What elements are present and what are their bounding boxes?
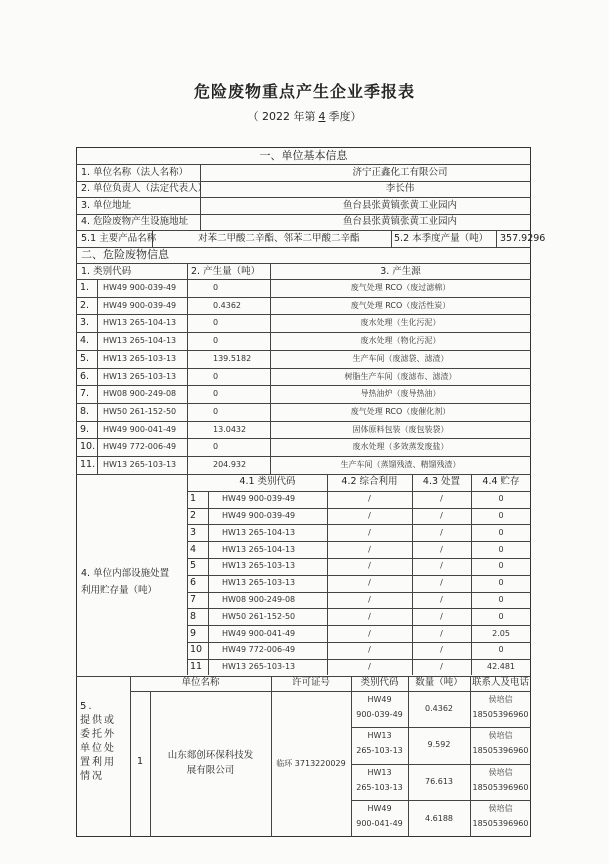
section5-col-code: 类别代码 — [360, 677, 399, 688]
section5-row-rule — [351, 800, 531, 801]
section5-unit-divider — [271, 676, 272, 838]
waste-row-no: 7. — [80, 388, 90, 400]
section1-value-4: 鱼台县张黄镇张黄工业园内 — [342, 216, 457, 227]
storage-row-no: 1 — [190, 493, 197, 505]
section4-col-code: 4.1 类别代码 — [239, 476, 296, 488]
waste-row-amount: 0 — [213, 406, 219, 416]
storage-row-code: HW49 900-041-49 — [222, 628, 296, 638]
storage-row-code: HW13 265-103-13 — [222, 662, 296, 672]
transfer-row-name: 侯培信 — [488, 731, 513, 741]
section4-row-rule — [187, 592, 531, 593]
section1-label-divider — [200, 164, 201, 230]
waste-row-code: HW13 265-103-13 — [103, 353, 177, 363]
waste-row-source: 生产车间（废滤袋、滤渣） — [352, 353, 449, 363]
section1-label-1: 1. 单位名称（法人名称） — [81, 166, 189, 178]
waste-row-code: HW13 265-104-13 — [103, 336, 177, 346]
storage-row-use: / — [368, 611, 371, 621]
storage-row-dispose: / — [440, 494, 443, 504]
waste-row-source: 废气处理 RCO（废活性炭） — [350, 300, 451, 310]
waste-row-code: HW13 265-103-13 — [103, 460, 177, 469]
storage-row-store: 42.481 — [487, 662, 515, 672]
storage-row-store: 0 — [498, 595, 504, 604]
transfer-row-code2: 900-041-49 — [356, 819, 403, 829]
section4-colhead-rule — [187, 491, 531, 492]
transfer-row-qty: 9.592 — [427, 740, 451, 750]
section5-col-license: 许可证号 — [291, 677, 330, 688]
storage-row-code: HW13 265-104-13 — [222, 527, 296, 537]
waste-row-source: 废气处理 RCO（废过滤棉） — [350, 283, 451, 292]
storage-row-use: / — [368, 645, 371, 655]
waste-row-amount: 139.5182 — [213, 353, 252, 363]
section4-row-rule — [187, 608, 531, 609]
waste-row-no: 1. — [80, 282, 90, 293]
waste-row-code: HW50 261-152-50 — [103, 406, 177, 416]
section4-row-rule — [187, 659, 531, 660]
section4-row-rule — [187, 541, 531, 542]
waste-row-code: HW49 900-039-49 — [103, 283, 177, 292]
section2-heading: 二、危险废物信息 — [81, 248, 169, 261]
section2-header-rule — [76, 263, 531, 264]
transfer-row-code2: 265-103-13 — [356, 746, 403, 756]
section5-unit-line2: 展有限公司 — [186, 764, 235, 776]
waste-row-no: 4. — [80, 335, 90, 347]
waste-row-no: 10. — [80, 441, 96, 453]
storage-row-no: 3 — [190, 526, 197, 538]
section5-label-line-3: 委托外 — [80, 728, 116, 740]
waste-row-source: 废水处理（物化污泥） — [360, 336, 441, 346]
product-value-divider — [496, 230, 497, 247]
storage-row-no: 2 — [190, 510, 197, 521]
storage-row-no: 10 — [190, 644, 203, 656]
section1-row-rule — [76, 214, 531, 215]
waste-row-no: 9. — [80, 423, 90, 435]
section5-row-rule — [351, 727, 531, 728]
storage-row-dispose: / — [440, 527, 443, 537]
waste-row-code: HW08 900-249-08 — [103, 389, 177, 399]
transfer-row-code2: 265-103-13 — [356, 782, 403, 792]
storage-row-code: HW13 265-103-13 — [222, 561, 296, 571]
section2-row-rule — [76, 403, 531, 404]
storage-row-store: 0 — [498, 561, 504, 571]
waste-row-source: 固体原料包装（废包装袋） — [352, 424, 449, 434]
transfer-row-code1: HW49 — [367, 694, 392, 704]
product-qty-label: 5.2 本季度产量（吨） — [394, 232, 489, 244]
section2-row-rule — [76, 297, 531, 298]
waste-row-amount: 13.0432 — [213, 424, 247, 434]
waste-row-source: 导热油炉（废导热油） — [360, 389, 441, 399]
section2-row-rule — [76, 368, 531, 369]
section4-row-rule — [187, 524, 531, 525]
transfer-row-qty: 76.613 — [425, 777, 453, 787]
storage-row-use: / — [368, 595, 371, 604]
product-qty-value: 357.9296 — [500, 232, 546, 244]
section1-row-rule — [76, 197, 531, 198]
section1-label-2: 2. 单位负责人（法定代表人） — [81, 183, 208, 194]
section4-row-rule — [187, 642, 531, 643]
storage-row-code: HW49 900-039-49 — [222, 511, 296, 520]
storage-row-dispose: / — [440, 511, 443, 520]
period-quarter: 4 — [318, 110, 326, 123]
section1-label-3: 3. 单位地址 — [81, 199, 132, 211]
waste-row-amount: 0 — [213, 318, 219, 328]
storage-row-dispose: / — [440, 578, 443, 588]
storage-row-store: 0 — [498, 527, 504, 537]
section2-col-code: 1. 类别代码 — [81, 265, 132, 277]
product-value: 对苯二甲酸二辛酯、邻苯二甲酸二辛酯 — [198, 232, 360, 244]
waste-row-code: HW49 900-041-49 — [103, 424, 177, 434]
storage-row-use: / — [368, 578, 371, 588]
section1-row-rule — [76, 181, 531, 182]
transfer-row-code1: HW13 — [367, 731, 392, 741]
section5-label-line-2: 提供或 — [80, 714, 116, 726]
storage-row-code: HW13 265-103-13 — [222, 578, 296, 588]
section4-row-rule — [187, 575, 531, 576]
transfer-row-code2: 900-039-49 — [356, 709, 403, 719]
storage-row-store: 0 — [498, 544, 504, 554]
section4-label-line2: 利用贮存量（吨） — [81, 584, 158, 596]
waste-row-source: 废气处理 RCO（废催化剂） — [350, 406, 451, 416]
storage-row-store: 0 — [498, 511, 504, 520]
storage-row-code: HW49 900-039-49 — [222, 494, 296, 504]
storage-row-use: / — [368, 544, 371, 554]
storage-row-dispose: / — [440, 611, 443, 621]
section4-col-dispose: 4.3 处置 — [422, 476, 461, 488]
storage-row-code: HW13 265-104-13 — [222, 544, 296, 554]
period-suffix: 季度） — [328, 110, 362, 123]
section2-row-rule — [76, 474, 531, 475]
waste-row-no: 5. — [80, 352, 90, 364]
section5-label-line-6: 情况 — [80, 770, 104, 782]
section5-label-line-5: 置利用 — [80, 756, 116, 768]
storage-row-no: 7 — [190, 594, 197, 605]
storage-row-store: 0 — [498, 611, 504, 621]
storage-row-use: / — [368, 511, 371, 520]
section2-row-rule — [76, 332, 531, 333]
waste-row-source: 生产车间（蒸馏残渣、精馏残渣） — [340, 460, 461, 469]
waste-row-no: 2. — [80, 299, 90, 311]
storage-row-code: HW49 772-006-49 — [222, 645, 296, 655]
storage-row-dispose: / — [440, 645, 443, 655]
storage-row-dispose: / — [440, 561, 443, 571]
storage-row-use: / — [368, 527, 371, 537]
storage-row-dispose: / — [440, 544, 443, 554]
waste-row-code: HW13 265-103-13 — [103, 371, 177, 381]
section1-value-2: 李长伟 — [385, 183, 415, 194]
section1-row-rule — [76, 164, 531, 165]
storage-row-no: 6 — [190, 577, 197, 589]
product-qty-divider — [391, 230, 392, 247]
section2-row-rule — [76, 314, 531, 315]
waste-row-code: HW49 772-006-49 — [103, 442, 177, 452]
transfer-row-name: 侯培信 — [488, 694, 513, 704]
section5-no-divider — [150, 691, 151, 838]
section2-colhead-rule — [76, 279, 531, 280]
section4-row-rule — [187, 625, 531, 626]
period-prefix: （ 2022 年第 — [247, 110, 316, 123]
section4-row-rule — [187, 558, 531, 559]
storage-row-use: / — [368, 561, 371, 571]
waste-row-amount: 0.4362 — [213, 300, 241, 310]
transfer-row-qty: 4.6188 — [425, 813, 453, 823]
waste-row-amount: 0 — [213, 283, 219, 292]
waste-row-amount: 0 — [213, 371, 219, 381]
section2-row-rule — [76, 385, 531, 386]
section5-unit-line1: 山东郯创环保科技发 — [167, 749, 254, 761]
section4-label-line1: 4. 单位内部设施处置 — [81, 567, 170, 579]
storage-row-no: 11 — [190, 661, 203, 673]
section1-row-rule — [76, 230, 531, 231]
storage-row-dispose: / — [440, 628, 443, 638]
storage-row-no: 4 — [190, 543, 197, 555]
transfer-row-name: 侯培信 — [488, 767, 513, 777]
waste-row-amount: 0 — [213, 336, 219, 346]
waste-row-source: 废水处理（生化污泥） — [360, 318, 441, 328]
storage-row-store: 0 — [498, 578, 504, 588]
section5-col-contact: 联系人及电话 — [471, 677, 529, 688]
section5-col-unit: 单位名称 — [181, 677, 220, 688]
storage-row-no: 5 — [190, 560, 197, 572]
section1-value-3: 鱼台县张黄镇张黄工业园内 — [342, 199, 457, 211]
section2-row-rule — [76, 421, 531, 422]
waste-row-amount: 204.932 — [213, 460, 247, 469]
section2-no-divider — [97, 279, 98, 474]
section2-col-amount: 2. 产生量（吨） — [191, 265, 261, 277]
section5-label-line-4: 单位处 — [80, 742, 116, 754]
section2-row-rule — [76, 350, 531, 351]
section1-label-4: 4. 危险废物产生设施地址 — [81, 216, 189, 227]
section5-label-line-1: 5. — [80, 700, 94, 712]
section2-col-source: 3. 产生源 — [380, 265, 421, 277]
storage-row-use: / — [368, 662, 371, 672]
section2-row-rule — [76, 456, 531, 457]
section1-heading: 一、单位基本信息 — [259, 149, 348, 162]
transfer-row-phone: 18505396960 — [472, 819, 529, 829]
transfer-row-name: 侯培信 — [488, 804, 513, 814]
section4-no-divider — [208, 491, 209, 676]
section5-row-no: 1 — [136, 755, 144, 767]
waste-row-amount: 0 — [213, 442, 219, 452]
report-period — [0, 108, 609, 124]
storage-row-no: 8 — [190, 610, 197, 622]
section5-license: 临环 3713220029 — [276, 758, 346, 768]
transfer-row-code1: HW49 — [367, 804, 392, 814]
storage-row-use: / — [368, 628, 371, 638]
section5-row-rule — [351, 764, 531, 765]
storage-row-dispose: / — [440, 662, 443, 672]
waste-row-code: HW49 900-039-49 — [103, 300, 177, 310]
storage-row-store: 0 — [498, 645, 504, 655]
section4-row-rule — [187, 508, 531, 509]
section5-col-qty: 数量（吨） — [415, 677, 463, 688]
section1-value-1: 济宁正鑫化工有限公司 — [352, 166, 448, 178]
section2-row-rule — [76, 438, 531, 439]
waste-row-source: 废水处理（多效蒸发废盐） — [352, 442, 449, 452]
waste-row-amount: 0 — [213, 389, 219, 399]
storage-row-dispose: / — [440, 595, 443, 604]
section4-col-store: 4.4 贮存 — [482, 476, 520, 488]
storage-row-code: HW50 261-152-50 — [222, 611, 296, 621]
transfer-row-qty: 0.4362 — [425, 703, 453, 713]
waste-row-source: 树脂生产车间（废滤布、滤渣） — [344, 371, 457, 381]
storage-row-no: 9 — [190, 627, 197, 639]
waste-row-no: 3. — [80, 317, 90, 329]
transfer-row-code1: HW13 — [367, 767, 392, 777]
storage-row-store: 2.05 — [492, 628, 510, 638]
waste-row-no: 8. — [80, 405, 90, 417]
transfer-row-phone: 18505396960 — [472, 709, 529, 719]
waste-row-no: 6. — [80, 370, 90, 382]
waste-row-no: 11. — [80, 459, 96, 470]
product-label: 5.1 主要产品名称 — [81, 232, 157, 244]
section4-col-use: 4.2 综合利用 — [341, 476, 398, 488]
transfer-row-phone: 18505396960 — [472, 746, 529, 756]
storage-row-use: / — [368, 494, 371, 504]
section5-colhead-rule — [130, 691, 531, 692]
storage-row-store: 0 — [498, 494, 504, 504]
report-title: 危险废物重点产生企业季报表 — [193, 82, 415, 101]
storage-row-code: HW08 900-249-08 — [222, 595, 296, 604]
transfer-row-phone: 18505396960 — [472, 782, 529, 792]
waste-row-code: HW13 265-104-13 — [103, 318, 177, 328]
